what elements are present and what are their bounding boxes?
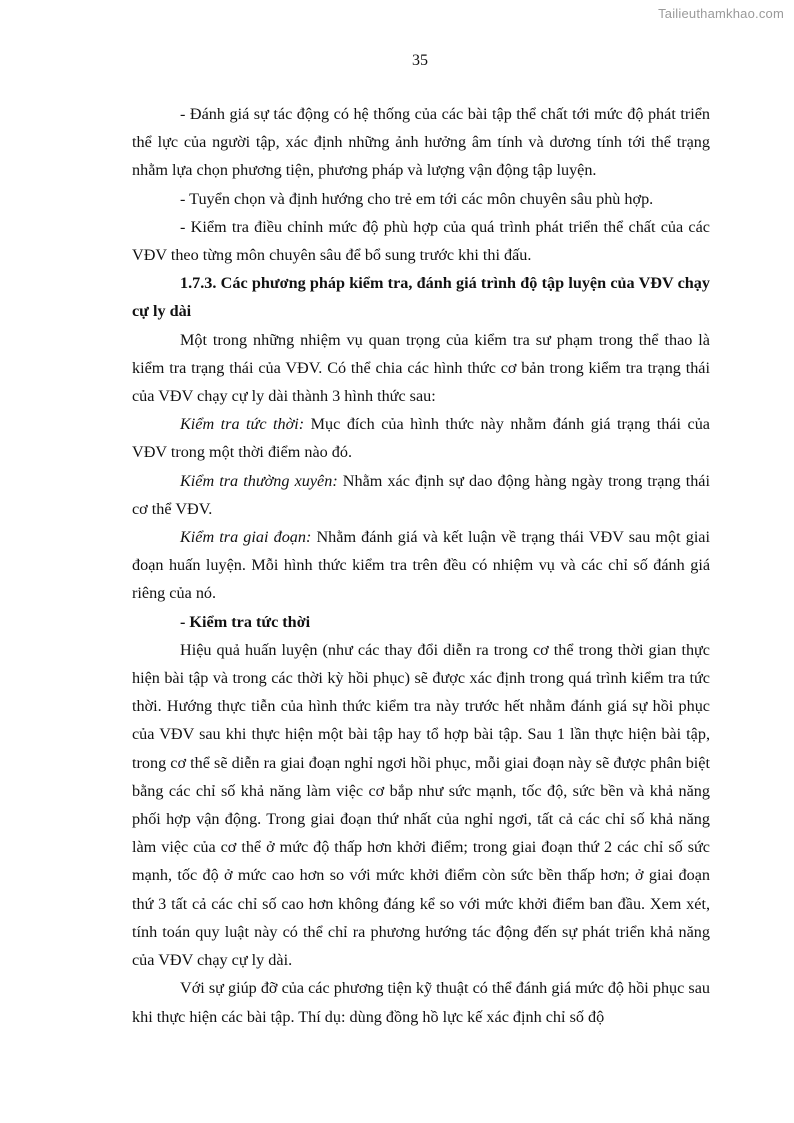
- paragraph-text: Mục đích của hình thức này nhằm đánh giá trạng thái của VĐV trong một thời điểm nào đó.: [132, 415, 710, 462]
- paragraph: [132, 523, 710, 608]
- paragraph-text: Nhằm xác định sự dao động hàng ngày trong trạng thái cơ thể VĐV.: [132, 471, 710, 518]
- italic-term: Kiểm tra giai đoạn:: [180, 528, 312, 547]
- subsection-heading: - Kiểm tra tức thời: [180, 612, 311, 631]
- paragraph: - Đánh giá sự tác động có hệ thống của các bài tập thể chất tới mức độ phát triển thể lực của người tập, xác định những ảnh hưởng âm tính và dương tính tới thể trạng nhằm lựa chọn phương tiện, phương pháp và lượng vận động tập luyện.: [132, 105, 710, 180]
- section-heading: 1.7.3. Các phương pháp kiểm tra, đánh giá trình độ tập luyện của VĐV chạy cự ly dài: [132, 274, 710, 321]
- document-body: [132, 100, 710, 1031]
- paragraph: Với sự giúp đỡ của các phương tiện kỹ thuật có thể đánh giá mức độ hồi phục sau khi thực hiện các bài tập. Thí dụ: dùng đồng hồ lực kế xác định chỉ số độ: [132, 979, 710, 1026]
- paragraph: [132, 467, 710, 523]
- paragraph: - Tuyển chọn và định hướng cho trẻ em tới các môn chuyên sâu phù hợp.: [180, 189, 654, 208]
- watermark: Tailieuthamkhao.com: [658, 6, 784, 21]
- paragraph: - Kiểm tra điều chỉnh mức độ phù hợp của quá trình phát triển thể chất của các VĐV theo từng môn chuyên sâu để bổ sung trước khi thi đấu.: [132, 217, 710, 265]
- paragraph-text: Nhằm đánh giá và kết luận về trạng thái VĐV sau một giai đoạn huấn luyện. Mỗi hình thức kiểm tra trên đều có nhiệm vụ và các chỉ số đánh giá riêng của nó.: [132, 528, 710, 603]
- paragraph: Một trong những nhiệm vụ quan trọng của kiểm tra sư phạm trong thể thao là kiểm tra trạng thái của VĐV. Có thể chia các hình thức cơ bản trong kiểm tra trạng thái của VĐV chạy cự ly dài thành 3 hình thức sau:: [132, 330, 710, 406]
- italic-term: Kiểm tra thường xuyên:: [180, 471, 338, 490]
- italic-term: Kiểm tra tức thời:: [180, 415, 305, 434]
- paragraph: [132, 410, 710, 466]
- paragraph: Hiệu quả huấn luyện (như các thay đổi diễn ra trong cơ thể trong thời gian thực hiện bài tập và trong các thời kỳ hồi phục) sẽ được xác định trong quá trình kiểm tra tức thời. Hướng thực tiễn của hình thức kiểm tra này trước hết nhằm đánh giá sự hồi phục của VĐV sau khi thực hiện một bài tập hay tổ hợp bài tập. Sau 1 lần thực hiện bài tập, trong cơ thể sẽ diễn ra giai đoạn nghỉ ngơi hồi phục, mỗi giai đoạn này sẽ được phân biệt bằng các chỉ số khả năng làm việc cơ bắp như sức mạnh, tốc độ, sức bền và khả năng phối hợp vận động. Trong giai đoạn thứ nhất của nghỉ ngơi, tất cả các chỉ số khả năng làm việc của cơ thể ở mức độ thấp hơn khởi điểm; trong giai đoạn thứ 2 các chỉ số sức mạnh, tốc độ ở mức cao hơn so với mức khởi điểm còn sức bền thấp hơn; ở giai đoạn thứ 3 tất cả các chỉ số cao hơn không đáng kể so với mức khởi điểm ban đầu. Xem xét, tính toán quy luật này có thể chỉ ra phương hướng tác động đến sự phát triển khả năng của VĐV chạy cự ly dài.: [132, 640, 710, 970]
- page-number: 35: [412, 52, 428, 69]
